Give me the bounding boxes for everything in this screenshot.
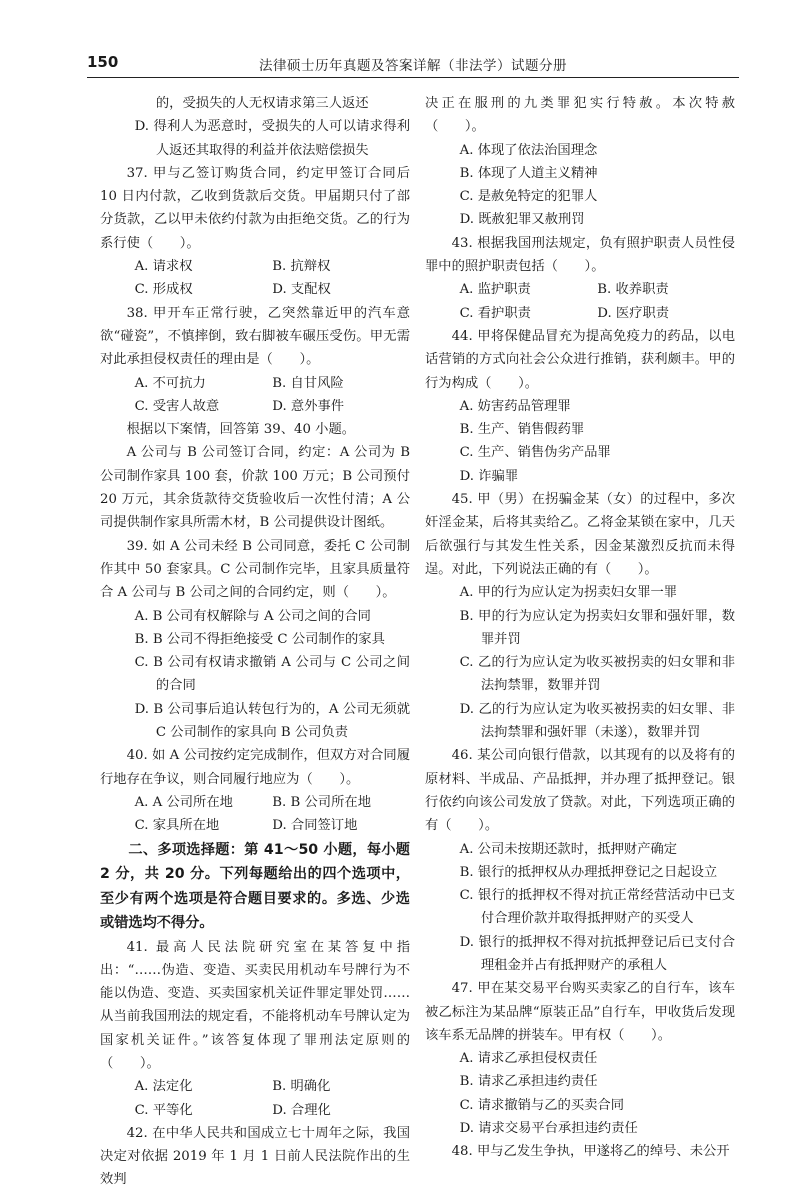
question-45-option-c: C. 乙的行为应认定为收买被拐卖的妇女罪和非法拘禁罪，数罪并罚: [459, 655, 735, 694]
question-43-options-row-2: [425, 302, 735, 325]
question-37-option-a: A. 请求权: [134, 259, 193, 275]
question-37-option-d: D. 支配权: [272, 282, 331, 298]
question-37-option-c: C. 形成权: [134, 282, 193, 298]
question-47-option-d: D. 请求交易平台承担违约责任: [459, 1121, 638, 1137]
question-38: 38. 甲开车正常行驶，乙突然靠近甲的汽车意欲“碰瓷”，不慎摔倒，致右脚被车碾压受伤。甲无需对此承担侵权责任的理由是（ ）。: [100, 305, 410, 368]
question-44: 44. 甲将保健品冒充为提高免疫力的药品，以电话营销的方式向社会公众进行推销，获利颇丰。甲的行为构成（ ）。: [425, 328, 735, 391]
question-41-option-a: A. 法定化: [134, 1079, 193, 1095]
book-title: 法律硕士历年真题及答案详解（非法学）试题分册: [259, 58, 567, 74]
question-46: 46. 某公司向银行借款，以其现有的以及将有的原材料、半成品、产品抵押，并办理了抵押登记。银行依约向该公司发放了贷款。对此，下列选项正确的有（ ）。: [425, 748, 735, 834]
question-41-options-row-2: [100, 1099, 410, 1122]
case-intro: 根据以下案情，回答第 39、40 小题。: [126, 422, 356, 438]
left-column: [100, 92, 410, 1192]
question-41-options-row-1: [100, 1075, 410, 1098]
question-44-option-d: D. 诈骗罪: [459, 468, 519, 484]
question-40-option-d: D. 合同签订地: [272, 818, 358, 834]
question-44-option-a: A. 妨害药品管理罪: [459, 398, 571, 414]
question-38-option-d: D. 意外事件: [272, 398, 345, 414]
question-45: 45. 甲（男）在拐骗金某（女）的过程中，多次奸淫金某，后将其卖给乙。乙将金某锁在家中，几天后欲强行与其发生性关系，因金某激烈反抗而未得逞。对此，下列说法正确的有（ ）。: [425, 492, 735, 577]
question-46-option-b: B. 银行的抵押权从办理抵押登记之日起设立: [459, 864, 718, 880]
question-47-option-c: C. 请求撤销与乙的买卖合同: [459, 1097, 625, 1113]
question-38-option-c: C. 受害人故意: [134, 398, 220, 414]
section-2-heading: 二、多项选择题：第 41～50 小题，每小题 2 分，共 20 分。下列每题给出的四个选项中，至少有两个选项是符合题目要求的。多选、少选或错选均不得分。: [100, 841, 410, 931]
question-43-option-c: C. 看护职责: [459, 305, 531, 321]
question-42-option-c: C. 是赦免特定的犯罪人: [459, 189, 598, 205]
question-39-option-a: A. B 公司有权解除与 A 公司之间的合同: [134, 608, 371, 624]
question-41-option-c: C. 平等化: [134, 1102, 193, 1118]
question-38-option-b: B. 自甘风险: [272, 375, 344, 391]
question-38-options-row-1: [100, 372, 410, 395]
question-40-options-row-2: [100, 814, 410, 837]
question-43-option-d: D. 医疗职责: [597, 305, 670, 321]
question-47-option-a: A. 请求乙承担侵权责任: [459, 1051, 598, 1067]
question-36-continuation: 的，受损失的人无权请求第三人返还: [155, 96, 369, 111]
question-36-option-d: D. 得利人为恶意时，受损失的人可以请求得利人返还其取得的利益并依法赔偿损失: [134, 119, 410, 158]
question-45-option-b: B. 甲的行为应认定为拐卖妇女罪和强奸罪，数罪并罚: [459, 608, 735, 647]
page-number: 150: [87, 53, 119, 71]
question-42-option-b: B. 体现了人道主义精神: [459, 165, 598, 181]
question-37-options-row-1: [100, 255, 410, 278]
question-42: 42. 在中华人民共和国成立七十周年之际，我国决定对依据 2019 年 1 月 1 日前人民法院作出的生效判: [100, 1125, 410, 1188]
question-39: 39. 如 A 公司未经 B 公司同意，委托 C 公司制作其中 50 套家具。C 公司制作完毕，且家具质量符合 A 公司与 B 公司之间的合同约定，则（ ）。: [100, 538, 410, 601]
question-47-option-b: B. 请求乙承担违约责任: [459, 1074, 598, 1090]
question-42-continuation: 决正在服刑的九类罪犯实行特赦。本次特赦（ ）。: [425, 96, 735, 135]
question-46-option-c: C. 银行的抵押权不得对抗正常经营活动中已支付合理价款并取得抵押财产的买受人: [459, 888, 735, 927]
question-45-option-d: D. 乙的行为应认定为收买被拐卖的妇女罪、非法拘禁罪和强奸罪（未遂），数罪并罚: [459, 701, 735, 741]
question-46-option-d: D. 银行的抵押权不得对抗抵押登记后已支付合理租金并占有抵押财产的承租人: [459, 934, 735, 973]
question-39-option-c: C. B 公司有权请求撤销 A 公司与 C 公司之间的合同: [134, 655, 410, 694]
question-42-option-a: A. 体现了依法治国理念: [459, 142, 598, 158]
question-43-option-a: A. 监护职责: [459, 282, 531, 298]
question-40-option-b: B. B 公司所在地: [272, 794, 371, 810]
question-48: 48. 甲与乙发生争执，甲遂将乙的绰号、未公开: [451, 1144, 730, 1160]
question-39-option-d: D. B 公司事后追认转包行为的，A 公司无须就 C 公司制作的家具向 B 公司负责: [134, 701, 410, 741]
question-44-option-c: C. 生产、销售伪劣产品罪: [459, 445, 611, 461]
right-column: [425, 92, 735, 1164]
question-38-options-row-2: [100, 395, 410, 418]
question-40-option-c: C. 家具所在地: [134, 818, 220, 834]
page-header: [87, 51, 739, 78]
case-text: A 公司与 B 公司签订合同，约定：A 公司为 B 公司制作家具 100 套，价款 100 万元；B 公司预付 20 万元，其余货款待交货验收后一次性付清；A 公司提供制作家具所需木材，B 公司提供设计图纸。: [100, 445, 410, 531]
question-41-option-b: B. 明确化: [272, 1079, 331, 1095]
question-40: 40. 如 A 公司按约定完成制作，但双方对合同履行地存在争议，则合同履行地应为（ ）。: [100, 748, 410, 787]
question-46-option-a: A. 公司未按期还款时，抵押财产确定: [459, 841, 678, 857]
question-43: 43. 根据我国刑法规定，负有照护职责人员性侵罪中的照护职责包括（ ）。: [425, 235, 735, 275]
question-42-option-d: D. 既赦犯罪又赦刑罚: [459, 212, 585, 228]
question-39-option-b: B. B 公司不得拒绝接受 C 公司制作的家具: [134, 631, 385, 647]
question-40-option-a: A. A 公司所在地: [134, 794, 233, 810]
question-37-option-b: B. 抗辩权: [272, 259, 331, 275]
question-40-options-row-1: [100, 791, 410, 814]
question-37-options-row-2: [100, 278, 410, 301]
question-47: 47. 甲在某交易平台购买卖家乙的自行车，该车被乙标注为某品牌“原装正品”自行车，甲收货后发现该车系无品牌的拼装车。甲有权（ ）。: [425, 981, 735, 1043]
question-45-option-a: A. 甲的行为应认定为拐卖妇女罪一罪: [459, 585, 678, 601]
question-44-option-b: B. 生产、销售假药罪: [459, 422, 585, 438]
question-43-option-b: B. 收养职责: [597, 282, 669, 298]
question-41-option-d: D. 合理化: [272, 1102, 331, 1118]
question-43-options-row-1: [425, 278, 735, 301]
question-41: 41. 最高人民法院研究室在某答复中指出：“……伪造、变造、买卖民用机动车号牌行为不能以伪造、变造、买卖国家机关证件罪定罪处罚……从当前我国刑法的规定看，不能将机动车号牌认定为国家机关证件。”该答复体现了罪刑法定原则的（ ）。: [100, 939, 410, 1071]
question-37: 37. 甲与乙签订购货合同，约定甲签订合同后 10 日内付款，乙收到货款后交货。甲届期只付了部分货款，乙以甲未依约付款为由拒绝交货。乙的行为系行使（ ）。: [100, 165, 410, 251]
question-38-option-a: A. 不可抗力: [134, 375, 206, 391]
